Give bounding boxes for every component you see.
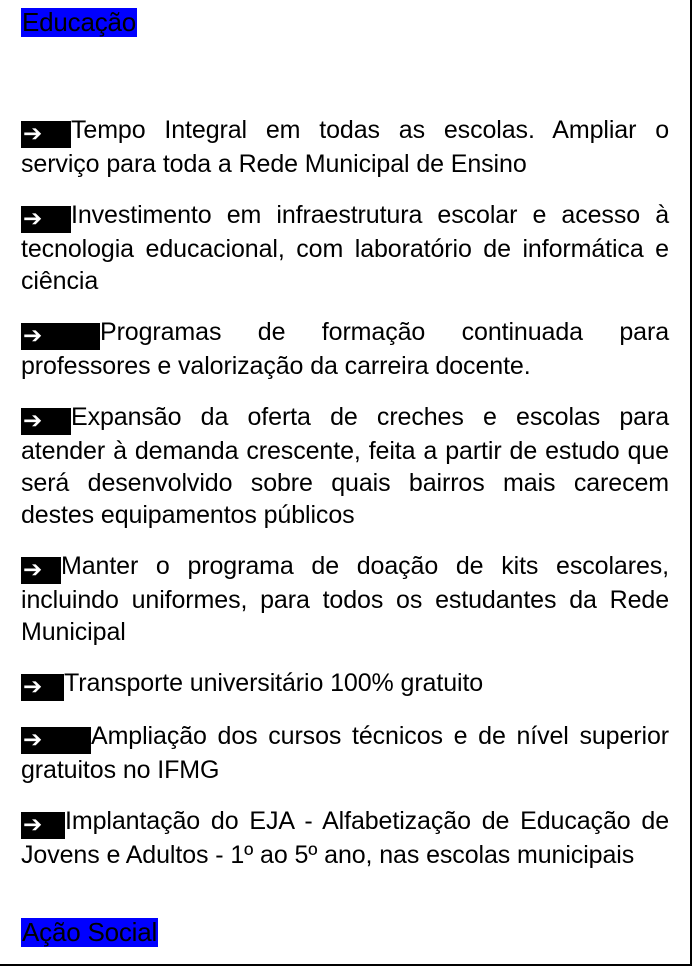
item-text: Programas de formação continuada para professores e valorização da carreira docente.: [21, 318, 669, 380]
arrow-right-icon: ➔: [21, 812, 65, 839]
arrow-right-icon: ➔: [21, 206, 71, 233]
item-text: Manter o programa de doação de kits escolares, incluindo uniformes, para todos os estudantes da Rede Municipal: [21, 552, 669, 646]
list-item: [21, 401, 669, 531]
proposal-list: [21, 114, 669, 890]
list-item: [21, 114, 669, 180]
section-heading-acao-social: Ação Social: [22, 917, 158, 947]
list-item: [21, 199, 669, 297]
item-text: Ampliação dos cursos técnicos e de nível superior gratuitos no IFMG: [21, 722, 669, 784]
item-text: Investimento em infraestrutura escolar e acesso à tecnologia educacional, com laboratório de informática e ciência: [21, 201, 669, 295]
list-item: [21, 805, 669, 871]
list-item: [21, 550, 669, 648]
item-text: Tempo Integral em todas as escolas. Ampliar o serviço para toda a Rede Municipal de Ensino: [21, 116, 669, 178]
arrow-right-icon: ➔: [21, 674, 64, 701]
arrow-right-icon: ➔: [21, 323, 100, 350]
item-text: Expansão da oferta de creches e escolas para atender à demanda crescente, feita a partir de estudo que será desenvolvido sobre quais bairros mais carecem destes equipamentos públicos: [21, 403, 669, 529]
arrow-right-icon: ➔: [21, 408, 71, 435]
list-item: [21, 667, 669, 701]
list-item: [21, 316, 669, 382]
arrow-right-icon: ➔: [21, 557, 61, 584]
item-text: Implantação do EJA - Alfabetização de Educação de Jovens e Adultos - 1º ao 5º ano, nas escolas municipais: [21, 807, 669, 869]
section-heading-educacao: Educação: [22, 7, 137, 37]
list-item: [21, 720, 669, 786]
arrow-right-icon: ➔: [21, 727, 91, 754]
arrow-right-icon: ➔: [21, 121, 71, 148]
item-text: Transporte universitário 100% gratuito: [64, 669, 484, 697]
